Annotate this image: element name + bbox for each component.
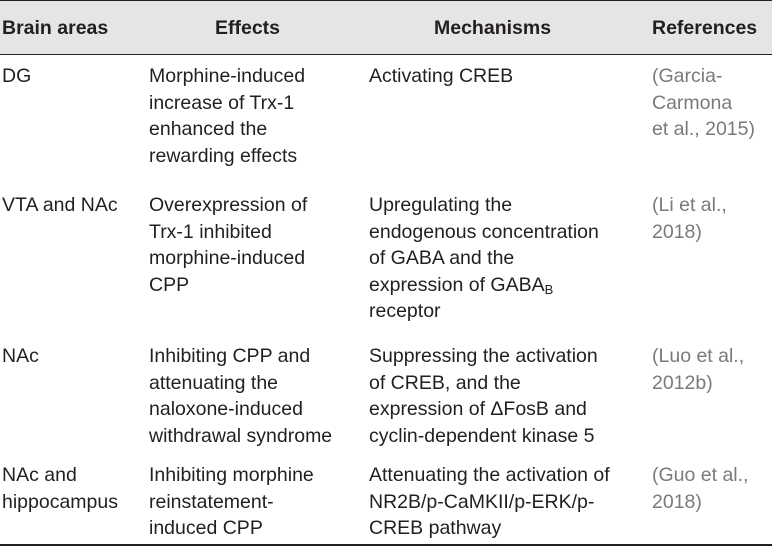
cell-brain-area: DG xyxy=(2,65,32,87)
reference-link[interactable]: Guo et al., 2018 xyxy=(652,464,749,513)
mechanism-text: Upregulating the endogenous concentration of GABA and the expression of GABA xyxy=(369,194,599,296)
cell-effect: Overexpression of Trx-1 inhibited morphine-induced CPP xyxy=(149,194,308,296)
header-mechanisms: Mechanisms xyxy=(434,17,552,39)
reference-link[interactable]: Luo et al., 2012b xyxy=(652,345,745,394)
cell-brain-area: NAc xyxy=(2,345,39,367)
mechanism-subscript: B xyxy=(544,281,554,297)
cell-mechanism xyxy=(369,192,649,325)
header-brain-areas: Brain areas xyxy=(2,17,109,39)
cell-effect: Inhibiting CPP and attenuating the naloxone-induced withdrawal syndrome xyxy=(149,345,333,447)
cell-reference: (Guo et al., 2018) xyxy=(652,464,749,513)
cell-mechanism: Activating CREB xyxy=(369,65,514,87)
cell-effect: Inhibiting morphine reinstatement- induced CPP xyxy=(149,464,314,539)
table-header xyxy=(0,0,772,55)
cell-brain-area: VTA and NAc xyxy=(2,194,118,216)
cell-effect: Morphine-induced increase of Trx-1 enhanced the rewarding effects xyxy=(149,65,306,167)
table-bottom-rule xyxy=(0,544,772,546)
cell-brain-area: NAc and hippocampus xyxy=(2,464,118,513)
reference-link[interactable]: Li et al., 2018 xyxy=(652,194,727,243)
header-references: References xyxy=(652,17,758,39)
mechanism-text-end: receptor xyxy=(369,300,441,322)
header-effects: Effects xyxy=(215,17,281,39)
cell-mechanism: Suppressing the activation of CREB, and the expression of ΔFosB and cyclin-dependent kinase 5 xyxy=(369,345,598,447)
cell-reference: (Li et al., 2018) xyxy=(652,194,727,243)
cell-mechanism: Attenuating the activation of NR2B/p-CaMKII/p-ERK/p- CREB pathway xyxy=(369,464,610,539)
cell-reference: (Luo et al., 2012b) xyxy=(652,345,745,394)
cell-reference: (Garcia- Carmona et al., 2015) xyxy=(652,65,755,140)
reference-link[interactable]: Garcia- Carmona et al., 2015 xyxy=(652,65,749,140)
